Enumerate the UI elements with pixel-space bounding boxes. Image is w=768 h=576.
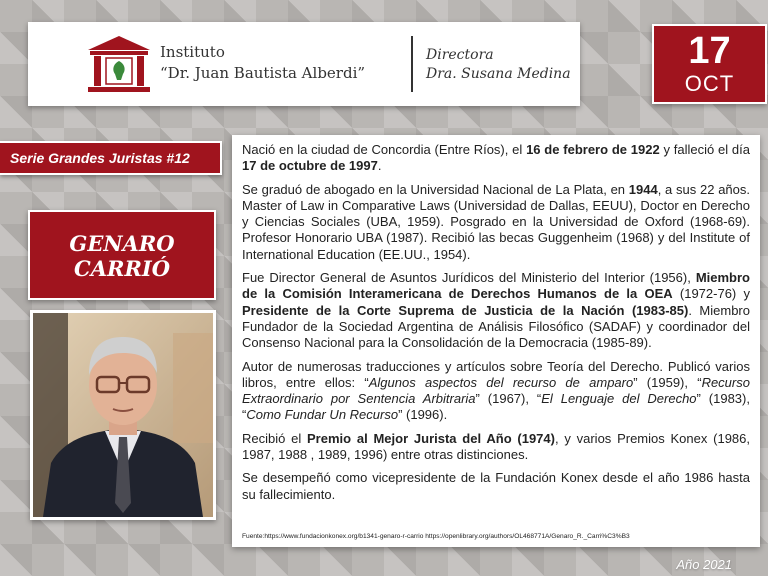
bio-paragraph-5: Recibió el Premio al Mejor Jurista del Año (1974), y varios Premios Konex (1986, 1987, 1988 , 1989, 1996) entre otras distinciones.	[242, 430, 751, 463]
portrait-illustration	[33, 313, 213, 517]
date-day: 17	[688, 30, 731, 72]
year-label: Año 2021	[676, 557, 732, 572]
building-columns-icon	[84, 34, 154, 96]
institute-name	[160, 42, 365, 84]
source-citation: Fuente:https://www.fundacionkonex.org/b1341-genaro-r-carrio https://openlibrary.org/authors/OL468771A/Genaro_R._Carri%C3%B3	[242, 533, 630, 540]
biography-panel	[232, 135, 760, 547]
bio-paragraph-4: Autor de numerosas traducciones y artículos sobre Teoría del Derecho. Publicó varios libros, entre ellos: “Algunos aspectos del recurso de amparo” (1959), “Recurso Extraordinario por Sentencia Arbitraria” (1967), “El Lenguaje del Derecho” (1983), “Como Fundar Un Recurso” (1996).	[242, 358, 750, 423]
date-badge	[652, 24, 767, 104]
bio-paragraph-1: Nació en la ciudad de Concordia (Entre Ríos), el 16 de febrero de 1922 y falleció el día 17 de octubre de 1997.	[242, 142, 750, 174]
institute-line-1: Instituto	[160, 43, 225, 61]
director-name: Dra. Susana Medina	[426, 66, 571, 82]
portrait-photo	[30, 310, 216, 520]
director-title: Directora	[426, 47, 494, 63]
bio-paragraph-2: Se graduó de abogado en la Universidad Nacional de La Plata, en 1944, a sus 22 años. Master of Law in Comparative Laws (Universidad de Dallas, EEUU), Doctor en Derecho y Ciencias Sociales (UBA, 1959). Posgrado en la Universidad de Oxford (1968-69). Profesor Honorario UBA (1987). Recibió las becas Guggenheim (1968) y del Institute of International Education (EE.UU., 1954).	[242, 181, 750, 262]
person-last-name: CARRIÓ	[73, 256, 171, 281]
person-first-name: GENARO	[69, 231, 175, 256]
header-banner	[28, 22, 580, 106]
series-banner: Serie Grandes Juristas #12	[0, 141, 222, 175]
person-name-box	[28, 210, 216, 300]
director-block	[426, 46, 571, 84]
bio-paragraph-6: Se desempeñó como vicepresidente de la Fundación Konex desde el año 1986 hasta su fallecimiento.	[242, 470, 750, 502]
institute-line-2: “Dr. Juan Bautista Alberdi”	[160, 64, 366, 82]
bio-paragraph-3: Fue Director General de Asuntos Jurídicos del Ministerio del Interior (1956), Miembro de la Comisión Interamericana de Derechos Humanos de la OEA (1972-76) y Presidente de la Corte Suprema de Justicia de la Nación (1983-85). Miembro Fundador de la Sociedad Argentina de Análisis Filosófico (SADAF) y coordinador del Consenso Nacional para la Consolidación de la Democracia (1985-89).	[242, 270, 750, 351]
date-month: OCT	[684, 71, 735, 96]
header-divider	[411, 36, 413, 92]
